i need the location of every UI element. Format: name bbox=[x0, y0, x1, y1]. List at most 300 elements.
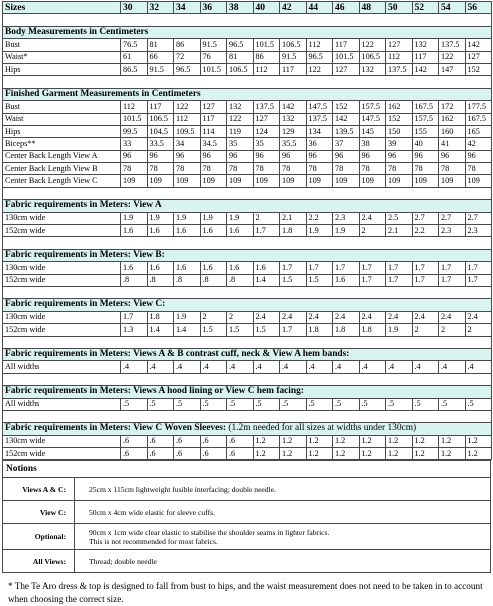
value-cell: 122 bbox=[227, 113, 254, 125]
value-cell: 109 bbox=[465, 175, 492, 187]
value-cell: 2.1 bbox=[386, 225, 413, 237]
row-label: Center Back Length View A bbox=[3, 150, 121, 162]
value-cell: 91.5 bbox=[280, 51, 307, 63]
value-cell: 34.5 bbox=[200, 138, 227, 150]
spacer-cell bbox=[3, 373, 492, 385]
value-cell: 112 bbox=[253, 63, 280, 75]
value-cell: 81 bbox=[147, 39, 174, 51]
value-cell: 132 bbox=[280, 113, 307, 125]
value-cell: 1.7 bbox=[412, 274, 439, 286]
value-cell: 91.5 bbox=[147, 63, 174, 75]
value-cell: .5 bbox=[147, 398, 174, 410]
value-cell: 78 bbox=[439, 163, 466, 175]
value-cell: 106.5 bbox=[227, 63, 254, 75]
value-cell: 1.7 bbox=[465, 274, 492, 286]
value-cell: 2.4 bbox=[439, 311, 466, 323]
value-cell: 96 bbox=[200, 150, 227, 162]
value-cell: 33 bbox=[121, 138, 148, 150]
value-cell: 109 bbox=[439, 175, 466, 187]
value-cell: .4 bbox=[439, 361, 466, 373]
value-cell: 78 bbox=[174, 163, 201, 175]
value-cell: 160 bbox=[439, 125, 466, 137]
value-cell: .4 bbox=[121, 361, 148, 373]
value-cell: 1.4 bbox=[174, 324, 201, 336]
value-cell: 1.6 bbox=[147, 225, 174, 237]
value-cell: 1.8 bbox=[359, 324, 386, 336]
value-cell: 2.3 bbox=[465, 225, 492, 237]
value-cell: 2.3 bbox=[439, 225, 466, 237]
measurement-row bbox=[3, 361, 492, 373]
value-cell: 81 bbox=[227, 51, 254, 63]
value-cell: 112 bbox=[386, 51, 413, 63]
section-title-cell bbox=[3, 386, 492, 398]
value-cell: 119 bbox=[227, 125, 254, 137]
value-cell: 157.5 bbox=[359, 101, 386, 113]
measurement-row bbox=[3, 39, 492, 51]
value-cell: .4 bbox=[280, 361, 307, 373]
row-label: 152cm wide bbox=[3, 448, 121, 460]
section-title: Fabric requirements in Meters: View C Woven Sleeves: bbox=[5, 423, 227, 434]
value-cell: 72 bbox=[174, 51, 201, 63]
section-header-row bbox=[3, 200, 492, 212]
value-cell: 96 bbox=[439, 150, 466, 162]
value-cell: .4 bbox=[253, 361, 280, 373]
section-header-row bbox=[3, 88, 492, 100]
value-cell: 1.2 bbox=[465, 448, 492, 460]
value-cell: 1.7 bbox=[359, 274, 386, 286]
value-cell: 2 bbox=[465, 324, 492, 336]
value-cell: 78 bbox=[121, 163, 148, 175]
value-cell: 2 bbox=[227, 311, 254, 323]
value-cell: 109 bbox=[280, 175, 307, 187]
value-cell: 2 bbox=[412, 324, 439, 336]
value-cell: 96 bbox=[174, 150, 201, 162]
value-cell: .5 bbox=[280, 398, 307, 410]
value-cell: 137.5 bbox=[306, 113, 333, 125]
value-cell: 112 bbox=[174, 113, 201, 125]
value-cell: 2.4 bbox=[280, 311, 307, 323]
value-cell: 117 bbox=[412, 51, 439, 63]
row-label: Biceps** bbox=[3, 138, 121, 150]
notion-row bbox=[3, 550, 491, 573]
value-cell: 167.5 bbox=[465, 113, 492, 125]
section-header-row bbox=[3, 249, 492, 261]
value-cell: 137.5 bbox=[386, 63, 413, 75]
value-cell: 35.5 bbox=[280, 138, 307, 150]
value-cell: 106.5 bbox=[280, 39, 307, 51]
notion-text: 50cm x 4cm wide elastic for sleeve cuffs. bbox=[75, 501, 491, 524]
value-cell: .8 bbox=[227, 274, 254, 286]
value-cell: 145 bbox=[359, 125, 386, 137]
value-cell: .6 bbox=[174, 435, 201, 447]
value-cell: 142 bbox=[465, 39, 492, 51]
section-header-row bbox=[3, 299, 492, 311]
value-cell: .6 bbox=[121, 448, 148, 460]
value-cell: 117 bbox=[280, 63, 307, 75]
value-cell: 2.2 bbox=[412, 225, 439, 237]
spacer-row bbox=[3, 14, 492, 26]
value-cell: .8 bbox=[121, 274, 148, 286]
value-cell: 152 bbox=[386, 113, 413, 125]
value-cell: 1.2 bbox=[333, 435, 360, 447]
measurement-row bbox=[3, 398, 492, 410]
value-cell: 106.5 bbox=[359, 51, 386, 63]
value-cell: 96 bbox=[333, 150, 360, 162]
value-cell: 117 bbox=[147, 101, 174, 113]
section-header-row bbox=[3, 386, 492, 398]
value-cell: 2.4 bbox=[306, 311, 333, 323]
value-cell: 142 bbox=[333, 113, 360, 125]
value-cell: 109 bbox=[412, 175, 439, 187]
value-cell: .6 bbox=[147, 448, 174, 460]
notions-title: Notions bbox=[3, 461, 491, 478]
value-cell: 41 bbox=[439, 138, 466, 150]
value-cell: .5 bbox=[359, 398, 386, 410]
measurement-row bbox=[3, 274, 492, 286]
value-cell: 157.5 bbox=[412, 113, 439, 125]
section-title: Fabric requirements in Meters: View A bbox=[5, 200, 162, 211]
value-cell: 78 bbox=[280, 163, 307, 175]
notion-label: View C: bbox=[3, 501, 75, 524]
value-cell: 86.5 bbox=[121, 63, 148, 75]
value-cell: 1.5 bbox=[253, 324, 280, 336]
size-heading: 32 bbox=[147, 2, 174, 14]
value-cell: 147.5 bbox=[359, 113, 386, 125]
measurement-row bbox=[3, 113, 492, 125]
value-cell: 1.6 bbox=[333, 274, 360, 286]
value-cell: 96 bbox=[280, 150, 307, 162]
value-cell: 34 bbox=[174, 138, 201, 150]
value-cell: .5 bbox=[306, 398, 333, 410]
value-cell: .4 bbox=[333, 361, 360, 373]
value-cell: .6 bbox=[227, 435, 254, 447]
value-cell: 1.8 bbox=[306, 324, 333, 336]
value-cell: 112 bbox=[121, 101, 148, 113]
value-cell: .4 bbox=[465, 361, 492, 373]
value-cell: .5 bbox=[121, 398, 148, 410]
value-cell: 122 bbox=[306, 63, 333, 75]
measurement-row bbox=[3, 262, 492, 274]
value-cell: 139.5 bbox=[333, 125, 360, 137]
value-cell: 134 bbox=[306, 125, 333, 137]
value-cell: 1.2 bbox=[280, 448, 307, 460]
value-cell: 1.2 bbox=[439, 448, 466, 460]
value-cell: 1.9 bbox=[306, 225, 333, 237]
value-cell: 142 bbox=[280, 101, 307, 113]
row-label: Hips bbox=[3, 125, 121, 137]
measurement-row bbox=[3, 448, 492, 460]
size-heading: 52 bbox=[412, 2, 439, 14]
value-cell: 122 bbox=[439, 51, 466, 63]
value-cell: .4 bbox=[227, 361, 254, 373]
value-cell: .5 bbox=[227, 398, 254, 410]
value-cell: 1.7 bbox=[280, 262, 307, 274]
spacer-cell bbox=[3, 237, 492, 249]
value-cell: 96 bbox=[147, 150, 174, 162]
value-cell: 101.5 bbox=[253, 39, 280, 51]
value-cell: 167.5 bbox=[412, 101, 439, 113]
value-cell: 1.5 bbox=[227, 324, 254, 336]
value-cell: .4 bbox=[359, 361, 386, 373]
value-cell: 1.6 bbox=[147, 262, 174, 274]
value-cell: 1.9 bbox=[121, 212, 148, 224]
notion-text: 25cm x 115cm lightweight fusible interfacing; double needle. bbox=[75, 478, 491, 501]
value-cell: .6 bbox=[227, 448, 254, 460]
value-cell: 137.5 bbox=[439, 39, 466, 51]
value-cell: 152 bbox=[333, 101, 360, 113]
value-cell: 127 bbox=[200, 101, 227, 113]
value-cell: 127 bbox=[465, 51, 492, 63]
value-cell: 1.2 bbox=[412, 448, 439, 460]
section-title-cell bbox=[3, 348, 492, 360]
value-cell: 2.4 bbox=[412, 311, 439, 323]
measurement-row bbox=[3, 101, 492, 113]
section-note: (1.2m needed for all sizes at widths under 130cm) bbox=[226, 423, 417, 434]
size-chart bbox=[2, 1, 491, 606]
notion-text bbox=[75, 524, 491, 550]
value-cell: 2.1 bbox=[280, 212, 307, 224]
value-cell: 1.6 bbox=[253, 262, 280, 274]
size-heading: 48 bbox=[359, 2, 386, 14]
value-cell: 1.7 bbox=[280, 324, 307, 336]
value-cell: 96.5 bbox=[227, 39, 254, 51]
spacer-row bbox=[3, 336, 492, 348]
value-cell: .4 bbox=[200, 361, 227, 373]
row-label: Center Back Length View B bbox=[3, 163, 121, 175]
value-cell: 1.6 bbox=[227, 225, 254, 237]
notion-label: Views A & C: bbox=[3, 478, 75, 501]
value-cell: 78 bbox=[386, 163, 413, 175]
value-cell: 1.8 bbox=[280, 225, 307, 237]
section-header-row bbox=[3, 348, 492, 360]
value-cell: 177.5 bbox=[465, 101, 492, 113]
value-cell: 132 bbox=[412, 39, 439, 51]
row-label: All widths bbox=[3, 398, 121, 410]
value-cell: 96 bbox=[359, 150, 386, 162]
value-cell: .5 bbox=[386, 398, 413, 410]
notion-label: All Views: bbox=[3, 550, 75, 573]
value-cell: .8 bbox=[147, 274, 174, 286]
size-heading: 50 bbox=[386, 2, 413, 14]
value-cell: 1.9 bbox=[147, 212, 174, 224]
spacer-row bbox=[3, 373, 492, 385]
row-label: All widths bbox=[3, 361, 121, 373]
section-title-cell bbox=[3, 200, 492, 212]
measurement-row bbox=[3, 324, 492, 336]
section-title-cell bbox=[3, 423, 492, 435]
value-cell: .8 bbox=[200, 274, 227, 286]
value-cell: 2.7 bbox=[465, 212, 492, 224]
value-cell: 1.7 bbox=[439, 262, 466, 274]
value-cell: 78 bbox=[306, 163, 333, 175]
value-cell: .6 bbox=[174, 448, 201, 460]
value-cell: 1.5 bbox=[200, 324, 227, 336]
value-cell: 1.2 bbox=[412, 435, 439, 447]
row-label: 152cm wide bbox=[3, 225, 121, 237]
value-cell: 1.2 bbox=[439, 435, 466, 447]
value-cell: 2.4 bbox=[359, 212, 386, 224]
value-cell: .6 bbox=[147, 435, 174, 447]
value-cell: 96.5 bbox=[174, 63, 201, 75]
measurement-row bbox=[3, 51, 492, 63]
row-label: 130cm wide bbox=[3, 212, 121, 224]
value-cell: 2.4 bbox=[465, 311, 492, 323]
value-cell: 127 bbox=[333, 63, 360, 75]
value-cell: 1.7 bbox=[306, 262, 333, 274]
size-heading: 30 bbox=[121, 2, 148, 14]
value-cell: 127 bbox=[253, 113, 280, 125]
value-cell: 2.4 bbox=[333, 311, 360, 323]
value-cell: 2 bbox=[253, 212, 280, 224]
value-cell: 76 bbox=[200, 51, 227, 63]
value-cell: 78 bbox=[253, 163, 280, 175]
value-cell: 122 bbox=[174, 101, 201, 113]
value-cell: 1.6 bbox=[227, 262, 254, 274]
value-cell: 109 bbox=[253, 175, 280, 187]
value-cell: 101.5 bbox=[333, 51, 360, 63]
value-cell: 2.7 bbox=[439, 212, 466, 224]
spacer-row bbox=[3, 286, 492, 298]
row-label: Center Back Length View C bbox=[3, 175, 121, 187]
footnote: * The Te Aro dress & top is designed to fall from bust to hips, and the waist measurement does not need to be taken in to account when choosing the correct size. bbox=[8, 581, 483, 605]
value-cell: 1.8 bbox=[147, 311, 174, 323]
value-cell: 112 bbox=[306, 39, 333, 51]
value-cell: 78 bbox=[227, 163, 254, 175]
value-cell: 109 bbox=[386, 175, 413, 187]
value-cell: 2 bbox=[439, 324, 466, 336]
value-cell: 1.9 bbox=[333, 225, 360, 237]
measurement-row bbox=[3, 435, 492, 447]
value-cell: 1.7 bbox=[465, 262, 492, 274]
value-cell: 91.5 bbox=[200, 39, 227, 51]
value-cell: .8 bbox=[174, 274, 201, 286]
spacer-cell bbox=[3, 286, 492, 298]
value-cell: 1.6 bbox=[121, 262, 148, 274]
value-cell: 172 bbox=[439, 101, 466, 113]
value-cell: 96 bbox=[253, 150, 280, 162]
notions-header-row bbox=[3, 461, 491, 478]
value-cell: 96.5 bbox=[306, 51, 333, 63]
sizes-label: Sizes bbox=[3, 2, 121, 14]
value-cell: 1.2 bbox=[253, 448, 280, 460]
value-cell: 1.2 bbox=[386, 435, 413, 447]
value-cell: 132 bbox=[227, 101, 254, 113]
value-cell: 1.9 bbox=[174, 212, 201, 224]
value-cell: 78 bbox=[465, 163, 492, 175]
value-cell: 86 bbox=[174, 39, 201, 51]
value-cell: 114 bbox=[200, 125, 227, 137]
measurement-row bbox=[3, 225, 492, 237]
value-cell: 96 bbox=[386, 150, 413, 162]
value-cell: .6 bbox=[121, 435, 148, 447]
value-cell: 38 bbox=[359, 138, 386, 150]
value-cell: 109.5 bbox=[174, 125, 201, 137]
value-cell: .5 bbox=[333, 398, 360, 410]
value-cell: 1.6 bbox=[121, 225, 148, 237]
value-cell: 109 bbox=[121, 175, 148, 187]
row-label: 152cm wide bbox=[3, 324, 121, 336]
value-cell: .5 bbox=[439, 398, 466, 410]
value-cell: 2.2 bbox=[306, 212, 333, 224]
value-cell: 35 bbox=[227, 138, 254, 150]
value-cell: 1.2 bbox=[253, 435, 280, 447]
value-cell: 109 bbox=[174, 175, 201, 187]
size-heading: 56 bbox=[465, 2, 492, 14]
row-label: 152cm wide bbox=[3, 274, 121, 286]
section-title-cell bbox=[3, 299, 492, 311]
notions-table bbox=[2, 460, 491, 573]
value-cell: 78 bbox=[359, 163, 386, 175]
value-cell: .6 bbox=[200, 435, 227, 447]
value-cell: 39 bbox=[386, 138, 413, 150]
value-cell: 2.7 bbox=[412, 212, 439, 224]
notion-text: Thread; double needle bbox=[75, 550, 491, 573]
size-heading: 46 bbox=[333, 2, 360, 14]
section-title: Fabric requirements in Meters: View C: bbox=[5, 299, 166, 310]
spacer-cell bbox=[3, 14, 492, 26]
value-cell: 36 bbox=[306, 138, 333, 150]
section-title: Fabric requirements in Meters: Views A hood lining or View C hem facing: bbox=[5, 386, 304, 397]
section-header-row bbox=[3, 26, 492, 38]
value-cell: 122 bbox=[359, 39, 386, 51]
notion-row bbox=[3, 501, 491, 524]
value-cell: 78 bbox=[147, 163, 174, 175]
value-cell: 1.5 bbox=[306, 274, 333, 286]
value-cell: 96 bbox=[121, 150, 148, 162]
size-heading: 42 bbox=[280, 2, 307, 14]
value-cell: 142 bbox=[412, 63, 439, 75]
value-cell: 101.5 bbox=[121, 113, 148, 125]
value-cell: 162 bbox=[439, 113, 466, 125]
value-cell: 2 bbox=[359, 225, 386, 237]
row-label: 130cm wide bbox=[3, 311, 121, 323]
section-title: Fabric requirements in Meters: Views A & B contrast cuff, neck & View A hem bands: bbox=[5, 348, 350, 359]
value-cell: 1.9 bbox=[386, 324, 413, 336]
value-cell: 1.5 bbox=[280, 274, 307, 286]
value-cell: 1.2 bbox=[280, 435, 307, 447]
value-cell: 155 bbox=[412, 125, 439, 137]
size-heading: 40 bbox=[253, 2, 280, 14]
size-heading: 36 bbox=[200, 2, 227, 14]
value-cell: 1.7 bbox=[253, 225, 280, 237]
value-cell: 96 bbox=[412, 150, 439, 162]
row-label: Waist* bbox=[3, 51, 121, 63]
section-title: Body Measurements in Centimeters bbox=[5, 26, 149, 37]
value-cell: 137.5 bbox=[253, 101, 280, 113]
value-cell: 1.2 bbox=[359, 448, 386, 460]
value-cell: 2.4 bbox=[253, 311, 280, 323]
value-cell: 1.6 bbox=[200, 262, 227, 274]
measurement-row bbox=[3, 63, 492, 75]
value-cell: 96 bbox=[227, 150, 254, 162]
value-cell: 2.3 bbox=[333, 212, 360, 224]
value-cell: 1.6 bbox=[174, 225, 201, 237]
spacer-row bbox=[3, 76, 492, 88]
size-heading: 54 bbox=[439, 2, 466, 14]
measurement-row bbox=[3, 311, 492, 323]
value-cell: .4 bbox=[412, 361, 439, 373]
section-title: Finished Garment Measurements in Centimeters bbox=[5, 88, 201, 99]
value-cell: 162 bbox=[386, 101, 413, 113]
spacer-row bbox=[3, 237, 492, 249]
value-cell: 1.7 bbox=[333, 262, 360, 274]
sizes-header-row bbox=[3, 2, 492, 14]
measurement-row bbox=[3, 175, 492, 187]
size-heading: 38 bbox=[227, 2, 254, 14]
value-cell: 1.2 bbox=[359, 435, 386, 447]
spacer-row bbox=[3, 410, 492, 422]
value-cell: 37 bbox=[333, 138, 360, 150]
